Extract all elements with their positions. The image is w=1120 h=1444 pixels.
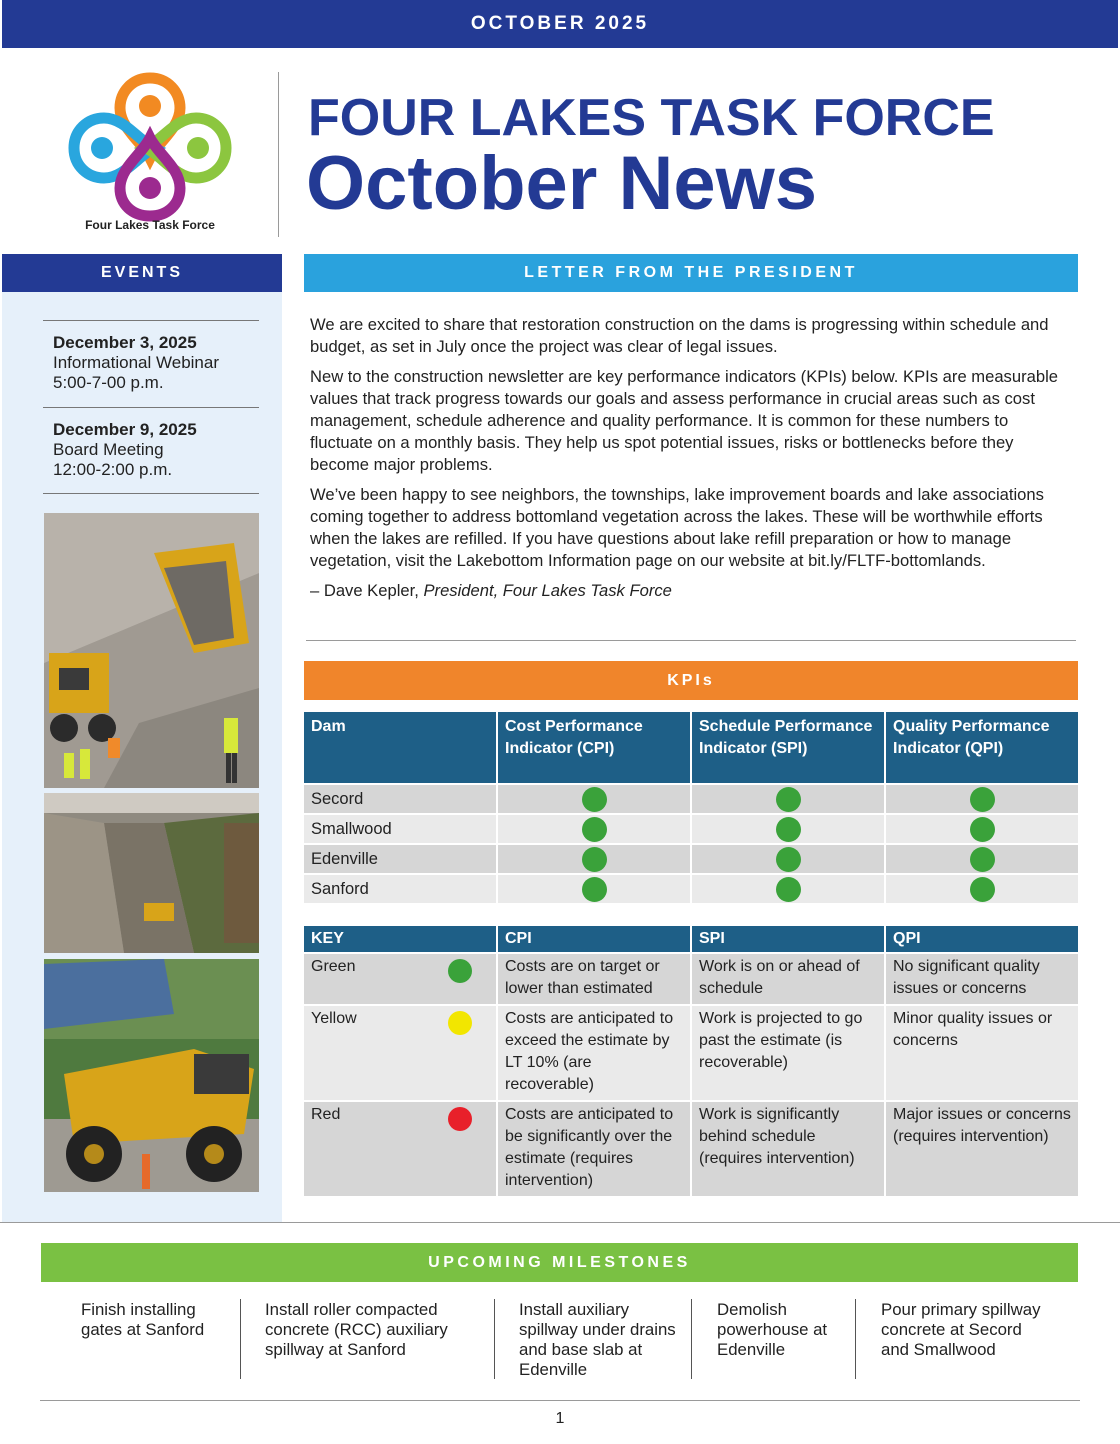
event-divider (43, 407, 259, 408)
kpi-qpi-cell (885, 784, 1078, 814)
logo-caption: Four Lakes Task Force (85, 218, 215, 232)
articulated-truck-photo (44, 959, 259, 1192)
section-divider (0, 1222, 1120, 1223)
key-spi-description: Work is on or ahead of schedule (691, 953, 885, 1005)
section-divider (306, 640, 1076, 641)
kpi-spi-cell (691, 874, 885, 903)
key-status-label: Yellow (311, 1010, 357, 1027)
key-cpi-description: Costs are anticipated to exceed the estimate by LT 10% (are recoverable) (497, 1005, 691, 1101)
kpi-col-cpi: Cost Performance Indicator (CPI) (497, 712, 691, 784)
milestone-item: Demolish powerhouse at Edenville (717, 1300, 828, 1359)
kpi-cpi-cell (497, 844, 691, 874)
spillway-construction-photo (44, 793, 259, 953)
status-dot-green (970, 787, 995, 812)
key-status-dot (448, 1011, 472, 1035)
event-divider (43, 320, 259, 321)
kpi-cpi-cell (497, 814, 691, 844)
milestone-divider (855, 1299, 856, 1379)
kpi-spi-cell (691, 784, 885, 814)
event-name: Board Meeting (53, 440, 164, 459)
key-status-cell (304, 1101, 497, 1196)
dump-truck-photo (44, 513, 259, 788)
key-status-label: Green (311, 958, 356, 975)
status-dot-green (776, 817, 801, 842)
key-cpi-description: Costs are anticipated to be significantly over the estimate (requires intervention) (497, 1101, 691, 1196)
letter-paragraph: We are excited to share that restoration construction on the dams is progressing within schedule and budget, as set in July once the project was clear of legal issues. (310, 315, 1049, 356)
key-row (304, 953, 1078, 1005)
letter-heading: LETTER FROM THE PRESIDENT (304, 254, 1078, 292)
kpi-qpi-cell (885, 874, 1078, 903)
event-item (53, 333, 273, 393)
status-dot-green (776, 847, 801, 872)
kpi-cpi-cell (497, 784, 691, 814)
month-banner: OCTOBER 2025 (2, 0, 1118, 48)
event-date: December 9, 2025 (53, 420, 197, 439)
event-item (53, 420, 273, 480)
kpi-col-qpi: Quality Performance Indicator (QPI) (885, 712, 1078, 784)
milestones-heading: UPCOMING MILESTONES (41, 1243, 1078, 1282)
kpi-row (304, 784, 1078, 814)
kpi-dam-name: Smallwood (304, 814, 497, 844)
status-dot-green (582, 787, 607, 812)
letter-paragraph: New to the construction newsletter are key performance indicators (KPIs) below. KPIs are measurable values that track progress towards our goals and assess performance in crucial areas such as cost management, schedule adherence and quality performance. It is common for these numbers to fluctuate on a monthly basis. They help us spot potential issues, risks or bottlenecks before they become major problems. (310, 367, 1058, 474)
milestone-divider (240, 1299, 241, 1379)
milestone-divider (691, 1299, 692, 1379)
key-status-dot (448, 959, 472, 983)
key-row (304, 1101, 1078, 1196)
key-col-qpi: QPI (885, 926, 1078, 953)
key-qpi-description: Major issues or concerns (requires intervention) (885, 1101, 1078, 1196)
kpi-dam-name: Sanford (304, 874, 497, 903)
key-col-spi: SPI (691, 926, 885, 953)
milestone-divider (494, 1299, 495, 1379)
status-dot-green (776, 787, 801, 812)
status-dot-green (970, 817, 995, 842)
key-col-key: KEY (304, 926, 497, 953)
newsletter-title: FOUR LAKES TASK FORCE (308, 89, 995, 147)
kpi-qpi-cell (885, 844, 1078, 874)
kpi-row (304, 844, 1078, 874)
kpi-dam-name: Secord (304, 784, 497, 814)
key-status-label: Red (311, 1106, 341, 1123)
kpi-row (304, 814, 1078, 844)
kpi-col-dam: Dam (304, 712, 497, 784)
key-spi-description: Work is projected to go past the estimate (is recoverable) (691, 1005, 885, 1101)
kpi-table (304, 712, 1078, 903)
signature-name: – Dave Kepler, (310, 581, 424, 600)
letter-signature (310, 580, 1060, 602)
key-col-cpi: CPI (497, 926, 691, 953)
kpi-col-spi: Schedule Performance Indicator (SPI) (691, 712, 885, 784)
kpi-cpi-cell (497, 874, 691, 903)
milestone-item: Install roller compacted concrete (RCC) auxiliary spillway at Sanford (265, 1300, 448, 1359)
event-divider (43, 493, 259, 494)
kpi-row (304, 874, 1078, 903)
status-dot-green (970, 877, 995, 902)
key-spi-description: Work is significantly behind schedule (requires intervention) (691, 1101, 885, 1196)
status-dot-green (970, 847, 995, 872)
key-status-cell (304, 1005, 497, 1101)
event-name: Informational Webinar (53, 353, 219, 372)
status-dot-green (582, 817, 607, 842)
status-dot-green (776, 877, 801, 902)
status-dot-green (582, 877, 607, 902)
key-row (304, 1005, 1078, 1101)
letter-paragraph: We’ve been happy to see neighbors, the townships, lake improvement boards and lake associations coming together to address bottomland vegetation across the lakes. These will be worthwhile efforts when the lakes are refilled. If you have questions about lake refill preparation or how to manage vegetation, visit the Lakebottom Information page on our website at bit.ly/FLTF-bottomlands. (310, 485, 1044, 570)
events-heading: EVENTS (2, 254, 282, 292)
kpi-key-table (304, 926, 1078, 1196)
event-date: December 3, 2025 (53, 333, 197, 352)
footer-divider (40, 1400, 1080, 1401)
key-status-dot (448, 1107, 472, 1131)
signature-title: President, Four Lakes Task Force (423, 581, 672, 600)
key-status-cell (304, 953, 497, 1005)
event-time: 5:00-7-00 p.m. (53, 373, 164, 392)
status-dot-green (582, 847, 607, 872)
key-cpi-description: Costs are on target or lower than estimated (497, 953, 691, 1005)
kpi-spi-cell (691, 844, 885, 874)
newsletter-subtitle: October News (306, 141, 818, 226)
kpi-spi-cell (691, 814, 885, 844)
milestone-item: Pour primary spillway concrete at Secord and Smallwood (881, 1300, 1041, 1359)
page-number: 1 (555, 1410, 565, 1427)
key-qpi-description: Minor quality issues or concerns (885, 1005, 1078, 1101)
kpi-heading: KPIs (304, 661, 1078, 700)
president-letter (310, 314, 1060, 610)
header-divider (278, 72, 279, 237)
event-time: 12:00-2:00 p.m. (53, 460, 173, 479)
milestone-item: Finish installing gates at Sanford (81, 1300, 205, 1339)
kpi-dam-name: Edenville (304, 844, 497, 874)
key-qpi-description: No significant quality issues or concerns (885, 953, 1078, 1005)
kpi-qpi-cell (885, 814, 1078, 844)
four-lakes-logo (60, 70, 240, 240)
milestone-item: Install auxiliary spillway under drains and base slab at Edenville (519, 1300, 676, 1379)
